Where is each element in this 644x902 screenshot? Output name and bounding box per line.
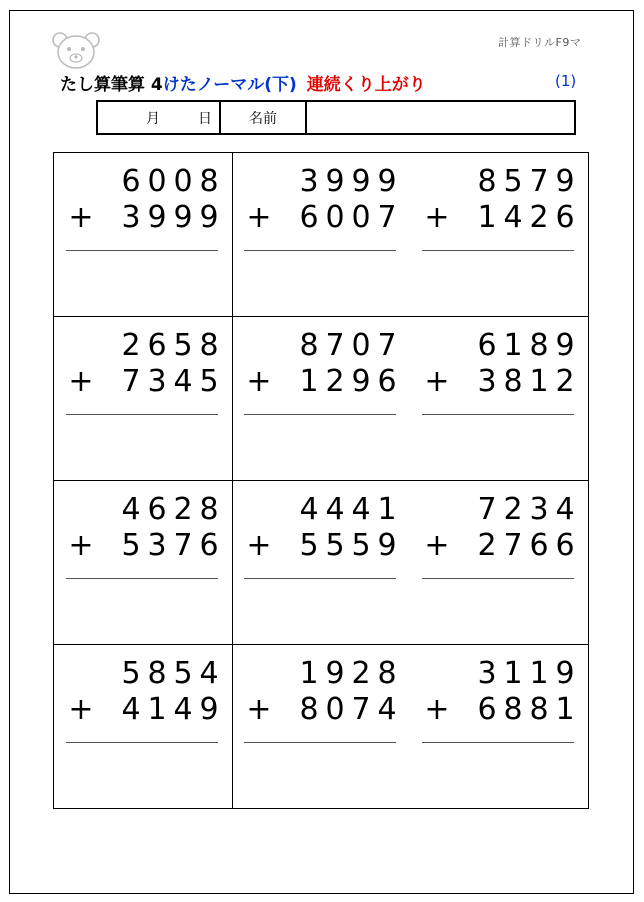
problem-9 [422, 481, 582, 581]
digit: 4 [325, 492, 345, 527]
augend [474, 328, 578, 363]
digit: 7 [529, 164, 549, 199]
answer-line[interactable] [66, 578, 218, 579]
problem-3 [422, 153, 582, 253]
augend [118, 492, 222, 527]
digit: 7 [377, 328, 397, 363]
title-part-1: たし算筆算 4 [60, 75, 163, 95]
digit: 8 [503, 692, 523, 727]
digit: 0 [147, 164, 167, 199]
plus-sign: + [68, 528, 94, 563]
digit: 5 [173, 328, 193, 363]
digit: 2 [529, 200, 549, 235]
problem-11 [244, 645, 404, 745]
problem-6 [422, 317, 582, 417]
digit: 8 [199, 492, 219, 527]
digit: 3 [477, 364, 497, 399]
answer-line[interactable] [422, 742, 574, 743]
digit: 9 [147, 200, 167, 235]
digit: 9 [199, 200, 219, 235]
digit: 3 [121, 200, 141, 235]
addend [118, 364, 222, 399]
digit: 7 [173, 528, 193, 563]
digit: 0 [351, 200, 371, 235]
digit: 7 [351, 692, 371, 727]
digit: 1 [503, 656, 523, 691]
augend [296, 492, 400, 527]
digit: 7 [325, 328, 345, 363]
addend [118, 528, 222, 563]
addend [474, 364, 578, 399]
date-cell[interactable] [98, 102, 221, 133]
digit: 6 [529, 528, 549, 563]
digit: 4 [121, 492, 141, 527]
augend [118, 328, 222, 363]
digit: 8 [377, 656, 397, 691]
digit: 4 [351, 492, 371, 527]
name-field[interactable] [307, 102, 574, 133]
digit: 1 [555, 692, 575, 727]
name-label: 名前 [221, 102, 307, 133]
plus-sign: + [246, 200, 272, 235]
digit: 6 [199, 528, 219, 563]
digit: 9 [555, 656, 575, 691]
plus-sign: + [68, 364, 94, 399]
digit: 5 [351, 528, 371, 563]
addend [296, 692, 400, 727]
digit: 6 [147, 328, 167, 363]
title-part-3: 連続くり上がり [306, 75, 426, 95]
addend [474, 692, 578, 727]
digit: 4 [299, 492, 319, 527]
problem-8 [244, 481, 404, 581]
answer-line[interactable] [422, 250, 574, 251]
digit: 2 [325, 364, 345, 399]
digit: 8 [299, 692, 319, 727]
digit: 4 [173, 364, 193, 399]
day-label: 日 [198, 111, 212, 127]
digit: 6 [121, 164, 141, 199]
answer-line[interactable] [422, 414, 574, 415]
digit: 1 [477, 200, 497, 235]
digit: 5 [503, 164, 523, 199]
digit: 5 [121, 528, 141, 563]
digit: 8 [503, 364, 523, 399]
digit: 4 [199, 656, 219, 691]
digit: 1 [299, 656, 319, 691]
digit: 4 [555, 492, 575, 527]
digit: 1 [503, 328, 523, 363]
month-label: 月 [146, 111, 160, 127]
plus-sign: + [68, 692, 94, 727]
plus-sign: + [424, 200, 450, 235]
digit: 6 [147, 492, 167, 527]
digit: 8 [477, 164, 497, 199]
digit: 5 [325, 528, 345, 563]
digit: 9 [173, 200, 193, 235]
problem-4 [66, 317, 226, 417]
page-title [60, 70, 426, 95]
addend [474, 200, 578, 235]
answer-line[interactable] [244, 414, 396, 415]
digit: 9 [555, 328, 575, 363]
digit: 6 [555, 200, 575, 235]
plus-sign: + [246, 692, 272, 727]
augend [118, 656, 222, 691]
digit: 2 [477, 528, 497, 563]
digit: 0 [351, 328, 371, 363]
digit: 9 [555, 164, 575, 199]
digit: 6 [477, 328, 497, 363]
digit: 9 [351, 164, 371, 199]
digit: 8 [529, 692, 549, 727]
digit: 8 [299, 328, 319, 363]
digit: 3 [147, 364, 167, 399]
digit: 5 [199, 364, 219, 399]
digit: 3 [477, 656, 497, 691]
addend [296, 364, 400, 399]
answer-line[interactable] [66, 742, 218, 743]
augend [296, 164, 400, 199]
addend [296, 528, 400, 563]
digit: 3 [299, 164, 319, 199]
plus-sign: + [424, 692, 450, 727]
digit: 3 [147, 528, 167, 563]
digit: 2 [173, 492, 193, 527]
addend [118, 692, 222, 727]
digit: 4 [377, 692, 397, 727]
augend [474, 164, 578, 199]
digit: 2 [503, 492, 523, 527]
plus-sign: + [68, 200, 94, 235]
digit: 4 [503, 200, 523, 235]
problem-5 [244, 317, 404, 417]
digit: 8 [199, 164, 219, 199]
plus-sign: + [246, 364, 272, 399]
digit: 0 [325, 692, 345, 727]
digit: 6 [555, 528, 575, 563]
digit: 2 [351, 656, 371, 691]
digit: 1 [299, 364, 319, 399]
digit: 8 [529, 328, 549, 363]
digit: 0 [325, 200, 345, 235]
digit: 5 [121, 656, 141, 691]
digit: 9 [325, 164, 345, 199]
augend [474, 656, 578, 691]
problem-10 [66, 645, 226, 745]
digit: 5 [173, 656, 193, 691]
digit: 0 [173, 164, 193, 199]
brand-label: 計算ドリルF9マ [498, 36, 582, 49]
plus-sign: + [246, 528, 272, 563]
problem-12 [422, 645, 582, 745]
addend [118, 200, 222, 235]
digit: 7 [121, 364, 141, 399]
digit: 7 [477, 492, 497, 527]
digit: 2 [121, 328, 141, 363]
digit: 7 [377, 200, 397, 235]
digit: 2 [555, 364, 575, 399]
augend [118, 164, 222, 199]
date-name-box [96, 100, 576, 135]
augend [296, 328, 400, 363]
answer-line[interactable] [244, 742, 396, 743]
augend [474, 492, 578, 527]
problem-2 [244, 153, 404, 253]
digit: 6 [299, 200, 319, 235]
digit: 9 [325, 656, 345, 691]
digit: 6 [477, 692, 497, 727]
digit: 7 [503, 528, 523, 563]
sheet-number: (1) [555, 72, 577, 90]
digit: 6 [377, 364, 397, 399]
digit: 1 [377, 492, 397, 527]
digit: 9 [377, 164, 397, 199]
addend [296, 200, 400, 235]
answer-line[interactable] [66, 250, 218, 251]
problem-grid [53, 152, 589, 809]
digit: 3 [529, 492, 549, 527]
digit: 8 [199, 328, 219, 363]
answer-line[interactable] [422, 578, 574, 579]
augend [296, 656, 400, 691]
problem-7 [66, 481, 226, 581]
title-part-2: けたノーマル(下) [162, 75, 297, 95]
addend [474, 528, 578, 563]
digit: 9 [377, 528, 397, 563]
digit: 9 [351, 364, 371, 399]
plus-sign: + [424, 528, 450, 563]
digit: 4 [121, 692, 141, 727]
digit: 1 [529, 364, 549, 399]
answer-line[interactable] [66, 414, 218, 415]
digit: 5 [299, 528, 319, 563]
answer-line[interactable] [244, 250, 396, 251]
digit: 1 [529, 656, 549, 691]
plus-sign: + [424, 364, 450, 399]
bear-face-icon [50, 30, 102, 70]
digit: 4 [173, 692, 193, 727]
digit: 1 [147, 692, 167, 727]
answer-line[interactable] [244, 578, 396, 579]
problem-1 [66, 153, 226, 253]
digit: 9 [199, 692, 219, 727]
digit: 8 [147, 656, 167, 691]
